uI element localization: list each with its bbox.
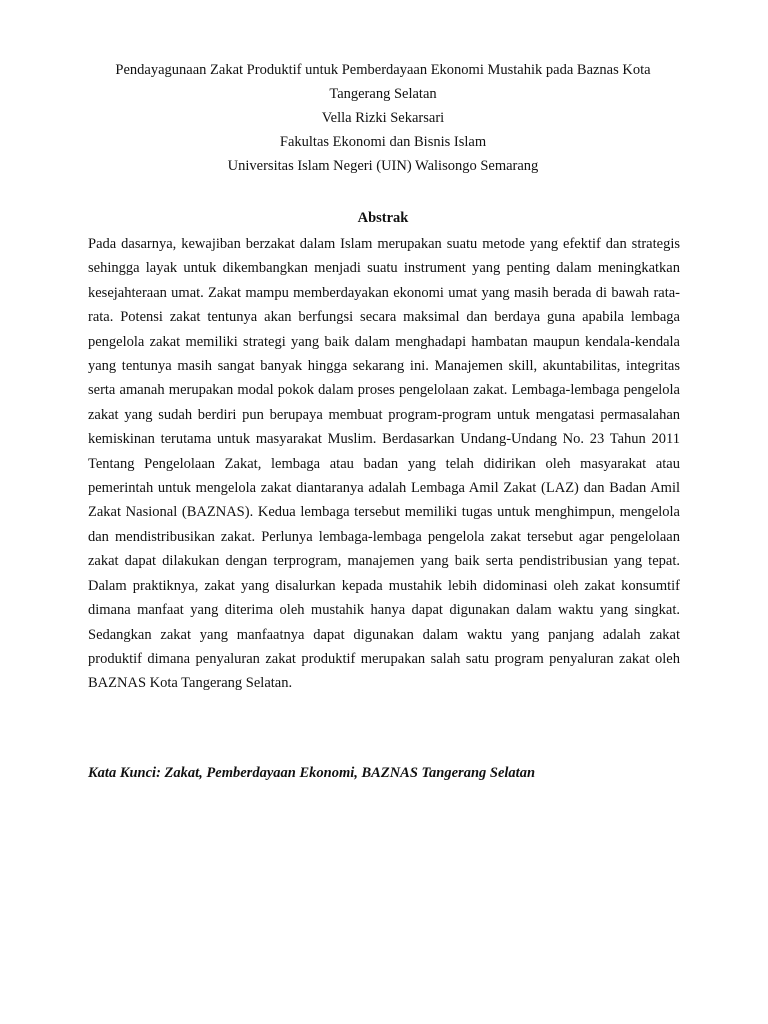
paper-header bbox=[88, 58, 678, 178]
author-name: Vella Rizki Sekarsari bbox=[321, 110, 445, 126]
university-name: Universitas Islam Negeri (UIN) Walisongo Semarang bbox=[227, 158, 539, 174]
paper-title: Pendayagunaan Zakat Produktif untuk Pemberdayaan Ekonomi Mustahik pada Baznas Kota Tangerang Selatan bbox=[115, 62, 651, 102]
abstract-heading: Abstrak bbox=[357, 210, 409, 226]
keywords-line: Kata Kunci: Zakat, Pemberdayaan Ekonomi, BAZNAS Tangerang Selatan bbox=[88, 765, 536, 781]
abstract-body: Pada dasarnya, kewajiban berzakat dalam Islam merupakan suatu metode yang efektif dan strategis sehingga layak untuk dikembangkan menjadi suatu instrument yang penting dalam meningkatkan kesejahteraan umat. Zakat mampu memberdayakan ekonomi umat yang masih berada di bawah rata-rata. Potensi zakat tentunya akan berfungsi secara maksimal dan berdaya guna apabila lembaga pengelola zakat memiliki strategi yang baik dalam menghadapi hambatan maupun kendala-kendala yang tentunya masih sangat banyak hingga sekarang ini. Manajemen skill, akuntabilitas, integritas serta amanah merupakan modal pokok dalam proses pengelolaan zakat. Lembaga-lembaga pengelola zakat yang sudah berdiri pun berupaya membuat program-program untuk mengatasi permasalahan kemiskinan terutama untuk masyarakat Muslim. Berdasarkan Undang-Undang No. 23 Tahun 2011 Tentang Pengelolaan Zakat, lembaga atau badan yang telah didirikan oleh masyarakat atau pemerintah untuk mengelola zakat diantaranya adalah Lembaga Amil Zakat (LAZ) dan Badan Amil Zakat Nasional (BAZNAS). Kedua lembaga tersebut memiliki tugas untuk menghimpun, mengelola dan mendistribusikan zakat. Perlunya lembaga-lembaga pengelola zakat tersebut agar pengelolaan zakat dapat dilakukan dengan terprogram, manajemen yang baik serta pendistribusian yang tepat. Dalam praktiknya, zakat yang disalurkan kepada mustahik lebih didominasi oleh zakat konsumtif dimana manfaat yang diterima oleh mustahik hanya dapat digunakan dalam waktu yang singkat. Sedangkan zakat yang manfaatnya dapat digunakan dalam waktu yang panjang adalah zakat produktif dimana penyaluran zakat produktif merupakan salah satu program penyaluran zakat oleh BAZNAS Kota Tangerang Selatan. bbox=[88, 236, 680, 692]
faculty-name: Fakultas Ekonomi dan Bisnis Islam bbox=[279, 134, 487, 150]
